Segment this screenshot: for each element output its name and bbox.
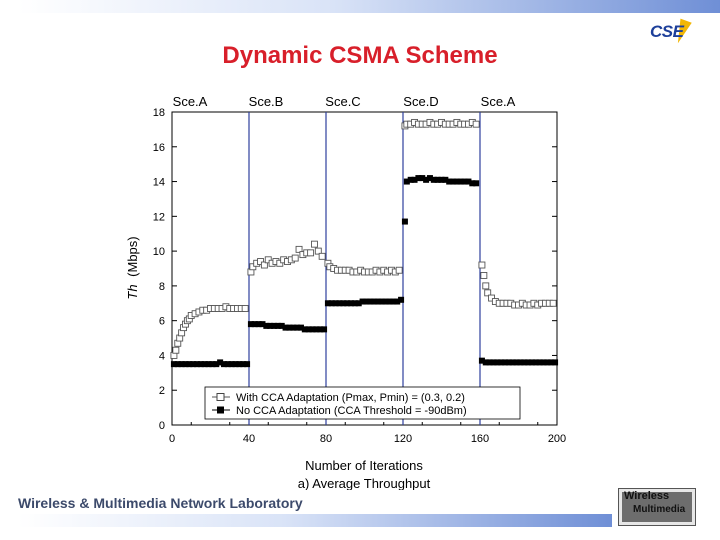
legend-marker-filled-square [217,407,224,414]
scenario-label: Sce.A [480,94,516,109]
legend-marker-open-square [217,394,224,401]
data-point-open [311,241,317,247]
y-tick-label: 14 [152,176,165,189]
data-point-filled [552,359,558,365]
footer-text: Wireless & Multimedia Network Laboratory [18,495,303,511]
x-tick-label: 0 [168,433,176,445]
x-tick-label: 40 [242,433,256,445]
x-axis-label: Number of Iterations [305,458,423,473]
data-point-filled [321,326,327,332]
bottom-decor-bar [18,514,612,527]
scenario-label: Sce.B [248,94,284,109]
x-tick-label: 200 [547,433,567,445]
data-point-open [319,253,325,259]
y-tick-label: 16 [152,141,165,154]
data-point-open [479,262,485,268]
data-point-filled [398,297,404,303]
data-point-open [173,347,179,353]
legend-series-1: With CCA Adaptation (Pmax, Pmin) = (0.3, 0.2) [236,392,465,404]
cse-logo-text: CSE [650,22,684,41]
y-tick-label: 8 [158,280,165,293]
y-tick-label: 6 [158,315,165,328]
data-point-open [396,267,402,273]
legend [205,387,520,419]
data-point-filled [473,180,479,186]
y-tick-label: 0 [158,420,165,432]
y-axis-unit: (Mbps) [125,236,140,277]
scenario-label: Sce.A [172,94,208,109]
data-point-filled [244,361,250,367]
data-point-filled [402,219,408,225]
y-tick-label: 4 [158,350,165,363]
footer-lab-name [18,495,303,511]
x-tick-label: 120 [393,433,413,445]
x-tick-label: 160 [470,433,490,445]
svg-text:Th (Mbps) [125,236,140,299]
y-tick-label: 18 [152,107,165,119]
data-point-open [308,250,314,256]
data-point-open [473,121,479,127]
scenario-label: Sce.C [325,94,361,109]
chart-caption: a) Average Throughput [297,476,431,490]
x-tick-label: 80 [319,433,333,445]
scenario-labels [173,94,516,109]
wireless-multimedia-logo [618,488,696,526]
data-point-open [481,272,487,278]
data-point-open [483,283,489,289]
legend-series-2: No CCA Adaptation (CCA Threshold = -90dBm) [236,405,467,417]
data-point-open [550,300,556,306]
plot-frame [172,112,557,425]
scenario-label: Sce.D [403,94,439,109]
slide-title: Dynamic CSMA Scheme [222,42,498,69]
logo-line-2: Multimedia [633,504,686,515]
data-point-open [292,255,298,261]
y-tick-label: 10 [152,246,165,259]
y-tick-label: 12 [152,211,165,224]
logo-line-1: Wireless [624,490,670,502]
y-tick-label: 2 [158,385,165,398]
plot-area [172,112,557,425]
y-axis-label [125,236,140,299]
y-axis-symbol: Th [125,284,140,300]
data-point-open [242,305,248,311]
